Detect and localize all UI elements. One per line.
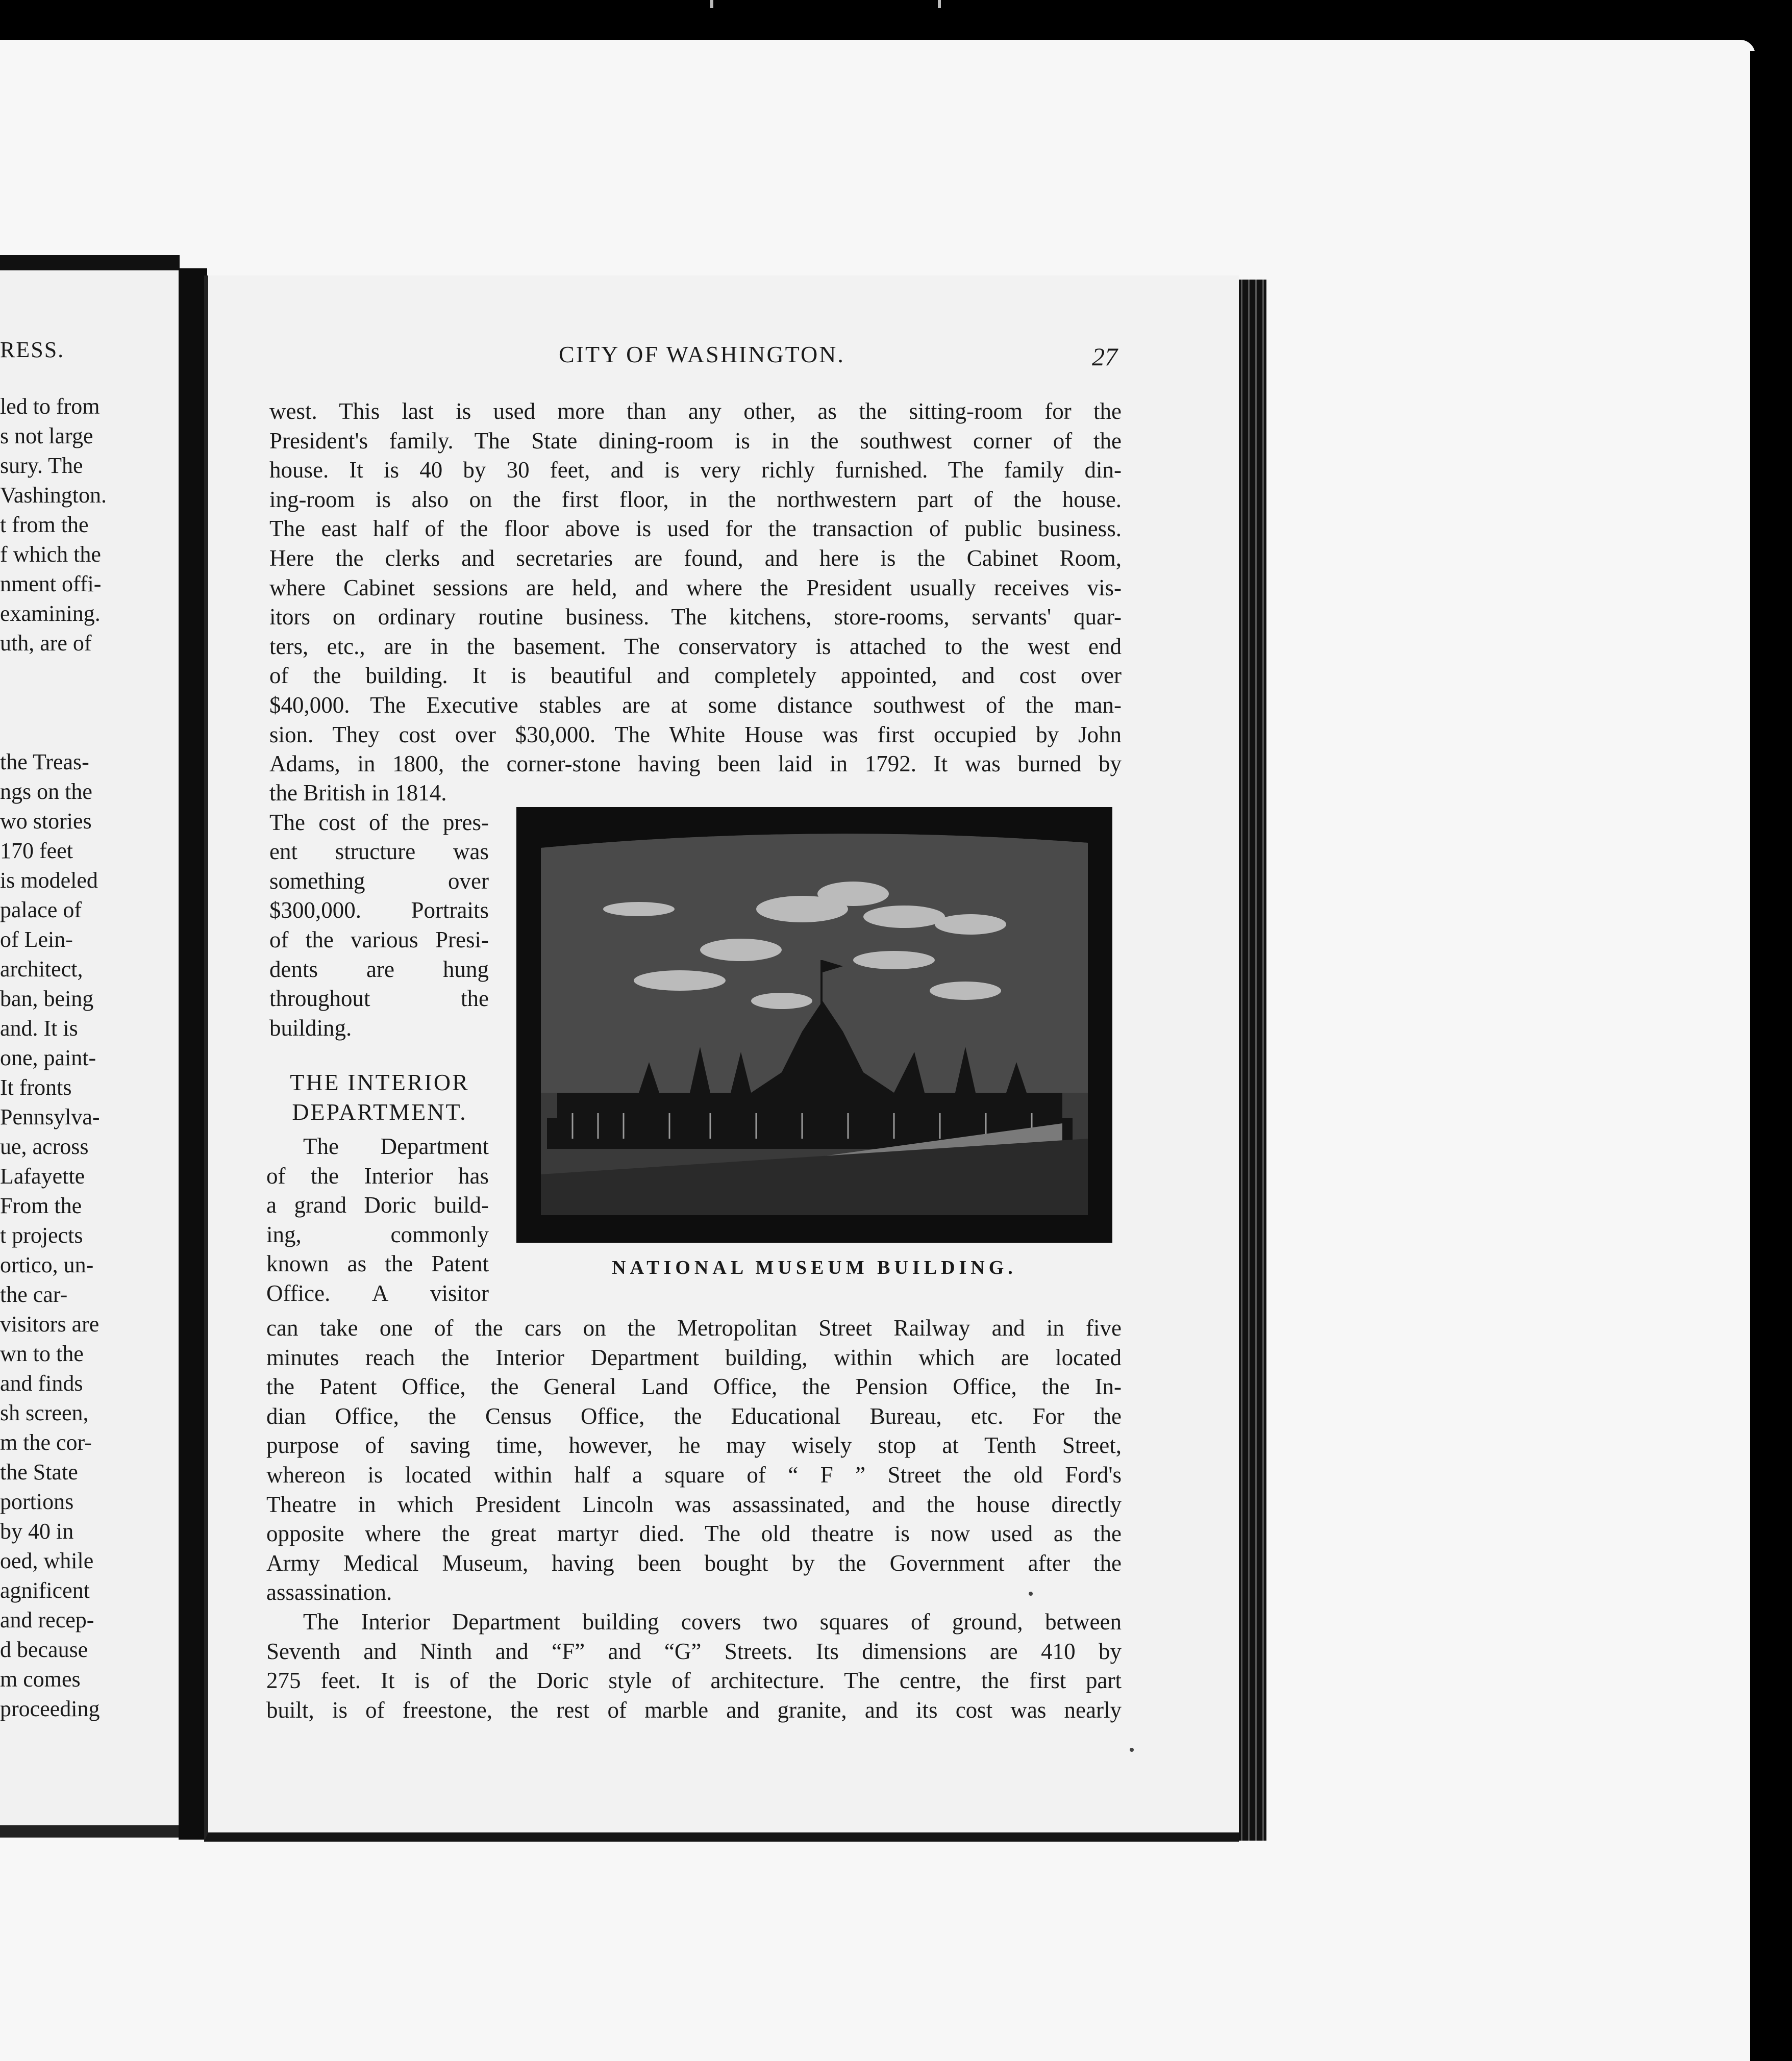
text-line: and. It is bbox=[0, 1016, 78, 1041]
section-heading-line: THE INTERIOR bbox=[290, 1069, 469, 1095]
text-line: It fronts bbox=[0, 1075, 72, 1100]
museum-engraving bbox=[516, 807, 1112, 1243]
text-line: $300,000. Portraits bbox=[269, 897, 489, 923]
text-line: built, is of freestone, the rest of marble and granite, and its cost was nearly bbox=[266, 1697, 1122, 1723]
text-line: ue, across bbox=[0, 1134, 89, 1159]
text-line: President's family. The State dining-room is in the southwest corner of the bbox=[269, 428, 1122, 454]
text-line: house. It is 40 by 30 feet, and is very richly furnished. The family din- bbox=[269, 457, 1122, 483]
text-line: t from the bbox=[0, 512, 89, 537]
text-line: led to from bbox=[0, 394, 100, 419]
text-line: building. bbox=[269, 1015, 352, 1041]
text-line: f which the bbox=[0, 542, 101, 567]
text-line: Office. A visitor bbox=[266, 1280, 489, 1306]
microfilm-frame bbox=[0, 40, 1755, 2061]
section-heading bbox=[267, 1068, 492, 1127]
text-line: $40,000. The Executive stables are at some distance southwest of the man- bbox=[269, 692, 1122, 718]
text-line: wn to the bbox=[0, 1341, 84, 1366]
film-speck bbox=[1029, 1592, 1033, 1596]
text-line: palace of bbox=[0, 897, 82, 922]
figure-caption: NATIONAL MUSEUM BUILDING. bbox=[612, 1257, 1017, 1278]
text-line: wo stories bbox=[0, 809, 92, 834]
text-line: sh screen, bbox=[0, 1400, 89, 1425]
text-line: Theatre in which President Lincoln was assassinated, and the house directly bbox=[266, 1491, 1122, 1517]
text-line: nment offi- bbox=[0, 571, 102, 596]
text-line: Here the clerks and secretaries are found, and here is the Cabinet Room, bbox=[269, 545, 1122, 571]
text-line: the Patent Office, the General Land Office, the Pension Office, the In- bbox=[266, 1374, 1122, 1400]
section-heading-line: DEPARTMENT. bbox=[292, 1099, 467, 1125]
text-line: d because bbox=[0, 1637, 88, 1662]
text-line: Pennsylva- bbox=[0, 1104, 100, 1129]
page-number: 27 bbox=[1092, 342, 1117, 371]
text-line: where Cabinet sessions are held, and where the President usually receives vis- bbox=[269, 574, 1122, 600]
text-line: ban, being bbox=[0, 986, 94, 1011]
text-line: uth, are of bbox=[0, 631, 92, 656]
film-top-border bbox=[0, 0, 1792, 40]
left-running-head: RESS. bbox=[0, 337, 65, 362]
text-line: proceeding bbox=[0, 1696, 100, 1721]
text-line: Seventh and Ninth and “F” and “G” Streets. Its dimensions are 410 by bbox=[266, 1638, 1122, 1664]
text-line: examining. bbox=[0, 601, 101, 626]
text-line: whereon is located within half a square of “ F ” Street the old Ford's bbox=[266, 1462, 1122, 1488]
text-line: The cost of the pres- bbox=[269, 809, 489, 835]
text-line: opposite where the great martyr died. The old theatre is now used as the bbox=[266, 1521, 1122, 1547]
text-line: sury. The bbox=[0, 453, 83, 478]
text-line: oed, while bbox=[0, 1548, 94, 1573]
text-line: the Treas- bbox=[0, 749, 89, 774]
text-line: dents are hung bbox=[269, 956, 489, 982]
text-line: west. This last is used more than any other, as the sitting-room for the bbox=[269, 398, 1122, 424]
text-line: by 40 in bbox=[0, 1519, 74, 1544]
text-line: ing-room is also on the first floor, in the northwestern part of the house. bbox=[269, 486, 1122, 512]
film-speck bbox=[938, 0, 941, 8]
text-line: of the building. It is beautiful and completely appointed, and cost over bbox=[269, 663, 1122, 689]
body-text-bottom bbox=[266, 1314, 1122, 1725]
text-line: and finds bbox=[0, 1371, 83, 1396]
left-page bbox=[0, 270, 183, 1825]
text-line: s not large bbox=[0, 423, 93, 448]
text-line: one, paint- bbox=[0, 1045, 96, 1070]
text-line: of the various Presi- bbox=[269, 926, 489, 952]
text-line: dian Office, the Census Office, the Educational Bureau, etc. For the bbox=[266, 1403, 1122, 1429]
text-line: sion. They cost over $30,000. The White House was first occupied by John bbox=[269, 721, 1122, 747]
text-line: purpose of saving time, however, he may wisely stop at Tenth Street, bbox=[266, 1432, 1122, 1459]
film-speck bbox=[710, 0, 713, 8]
left-page-bottom-edge bbox=[0, 1825, 194, 1838]
left-text-bottom bbox=[0, 747, 118, 1724]
text-line: throughout the bbox=[269, 986, 489, 1012]
body-text-top bbox=[269, 397, 1122, 779]
film-right-border bbox=[1750, 51, 1792, 2061]
book-spine bbox=[179, 268, 207, 1840]
text-line: Vashington. bbox=[0, 483, 107, 508]
text-line: itors on ordinary routine business. The kitchens, store-rooms, servants' quar- bbox=[269, 604, 1122, 630]
text-line: and recep- bbox=[0, 1607, 94, 1632]
text-line: assassination. bbox=[266, 1579, 392, 1605]
text-line: The Interior Department building covers two squares of ground, between bbox=[303, 1608, 1122, 1635]
text-line: minutes reach the Interior Department building, within which are located bbox=[266, 1344, 1122, 1370]
text-line: Army Medical Museum, having been bought by the Government after the bbox=[266, 1550, 1122, 1576]
text-line: portions bbox=[0, 1489, 74, 1514]
text-line: The east half of the floor above is used for the transaction of public business. bbox=[269, 516, 1122, 542]
text-line: ortico, un- bbox=[0, 1252, 94, 1277]
left-page-shadow bbox=[0, 255, 180, 270]
text-line: Lafayette bbox=[0, 1164, 85, 1189]
text-line: visitors are bbox=[0, 1312, 99, 1337]
text-line: something over bbox=[269, 868, 489, 894]
text-line: architect, bbox=[0, 957, 83, 982]
text-line: agnificent bbox=[0, 1578, 90, 1603]
text-line: 275 feet. It is of the Doric style of architecture. The centre, the first part bbox=[266, 1668, 1122, 1694]
text-line: m comes bbox=[0, 1667, 81, 1692]
text-line: The Department bbox=[303, 1134, 489, 1159]
text-line: ngs on the bbox=[0, 779, 92, 804]
text-line: m the cor- bbox=[0, 1430, 92, 1455]
text-line: the State bbox=[0, 1460, 78, 1485]
left-text-top bbox=[0, 392, 118, 658]
engraving-illustration bbox=[516, 807, 1112, 1243]
text-line: is modeled bbox=[0, 868, 98, 893]
text-line: Adams, in 1800, the corner-stone having been laid in 1792. It was burned by bbox=[269, 751, 1122, 777]
text-line: known as the Patent bbox=[266, 1251, 489, 1277]
text-line: of Lein- bbox=[0, 927, 73, 952]
body-text-wrap-2 bbox=[266, 1132, 489, 1309]
text-line: can take one of the cars on the Metropolitan Street Railway and in five bbox=[266, 1315, 1122, 1341]
text-line: of the Interior has bbox=[266, 1163, 489, 1189]
film-speck bbox=[1130, 1748, 1134, 1752]
text-line: ing, commonly bbox=[266, 1221, 489, 1247]
text-line: a grand Doric build- bbox=[266, 1192, 489, 1218]
text-line: 170 feet bbox=[0, 838, 73, 863]
text-line: ters, etc., are in the basement. The conservatory is attached to the west end bbox=[269, 633, 1122, 659]
text-line: ent structure was bbox=[269, 839, 489, 865]
text-line: the British in 1814. bbox=[269, 780, 447, 806]
running-head: CITY OF WASHINGTON. bbox=[559, 341, 845, 367]
body-text-wrap bbox=[269, 778, 489, 1043]
text-line: From the bbox=[0, 1193, 82, 1218]
text-line: t projects bbox=[0, 1223, 83, 1248]
text-line: the car- bbox=[0, 1282, 68, 1307]
